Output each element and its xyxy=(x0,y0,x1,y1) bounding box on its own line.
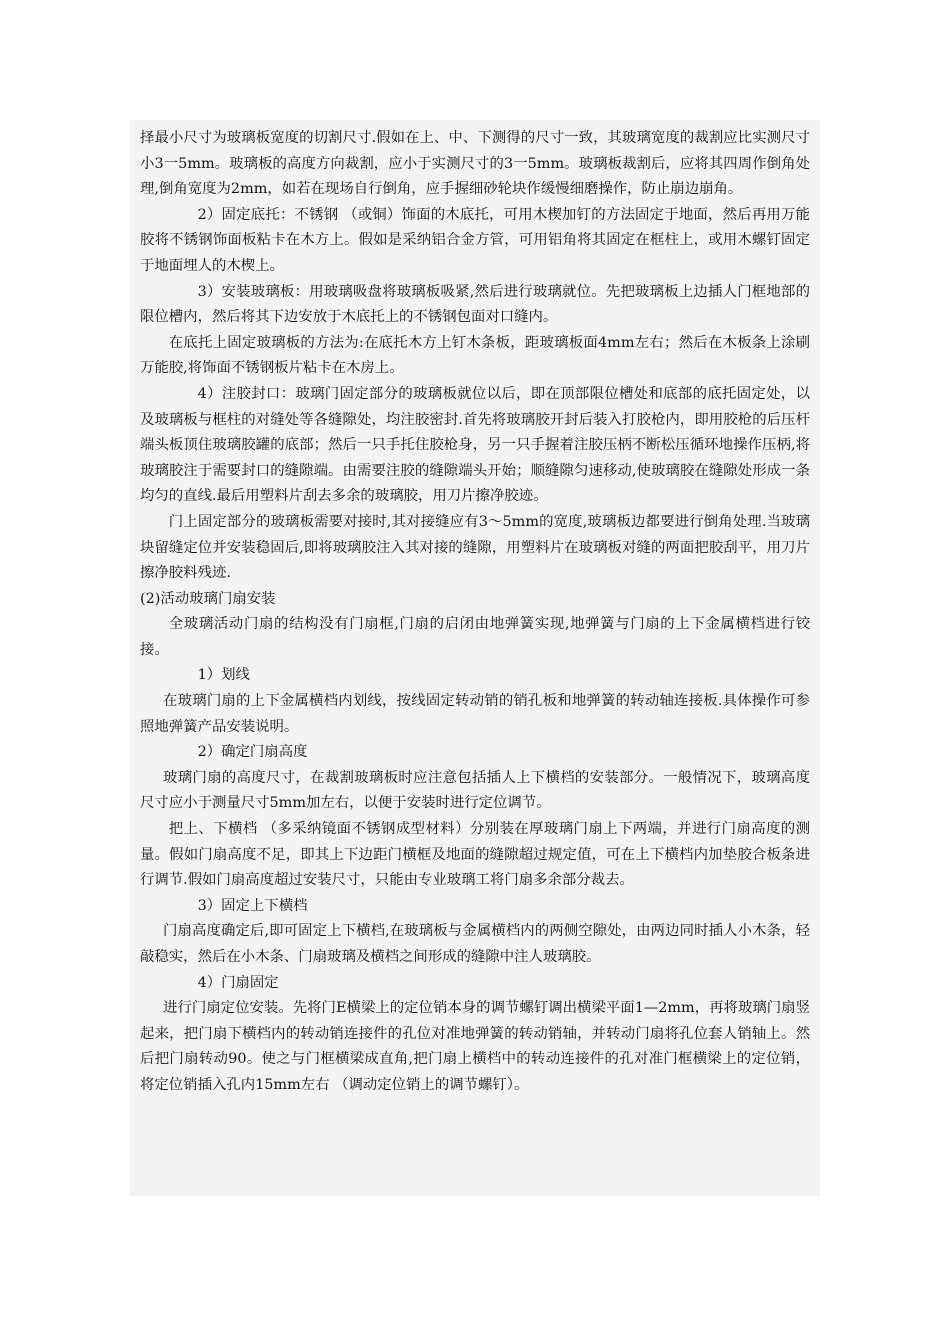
step-heading-marking: 1）划线 xyxy=(197,667,250,684)
paragraph-base-method: 在底托上固定玻璃板的方法为:在底托木方上钉木条板，距玻璃板面4mm左右；然后在木板条上涂刷万能胶,将饰面不锈钢板片粘卡在木房上。 xyxy=(140,334,810,377)
step-heading-height: 2）确定门扇高度 xyxy=(197,744,308,761)
paragraph-marking: 在玻璃门扇的上下金属横档内划线，按线固定转动销的销孔板和地弹簧的转动轴连接板.具体操作可参照地弹簧产品安装说明。 xyxy=(140,693,810,735)
paragraph-fix-leaf: 进行门扇定位安装。先将门E横梁上的定位销本身的调节螺钉调出横梁平面1—2mm，再将玻璃门扇竖起来，把门扇下横档内的转动销连接件的孔位对准地弹簧的转动销轴，并转动门扇将孔位套人销轴上。然后把门扇转动90。使之与门框横梁成直角,把门扇上横档中的转动连接件的孔对准门框横梁上的定位销，将定位销插入孔内15mm左右 （调动定位销上的调节螺钉）。 xyxy=(140,1000,810,1093)
step-heading-fix-rails: 3）固定上下横档 xyxy=(197,897,308,914)
paragraph-door-leaf-structure: 全玻璃活动门扇的结构没有门扇框,门扇的启闭由地弹簧实现,地弹簧与门扇的上下金属横档进行铰接。 xyxy=(140,616,810,658)
paragraph-install-glass: 3）安装玻璃板：用玻璃吸盘将玻璃板吸紧,然后进行玻璃就位。先把玻璃板上边插人门框地部的限位槽内，然后将其下边安放于木底托上的不锈钢包面对口缝内。 xyxy=(140,283,810,326)
paragraph-butt-joint: 门上固定部分的玻璃板需要对接时,其对接缝应有3～5mm的宽度,玻璃板边都要进行倒角处理.当玻璃块留缝定位并安装稳固后,即将玻璃胶注入其对接的缝隙，用塑料片在玻璃板对缝的两面把胶刮平，用刀片擦净胶料残迹. xyxy=(140,513,810,582)
paragraph-glass-cutting: 择最小尺寸为玻璃板宽度的切割尺寸.假如在上、中、下测得的尺寸一致，其玻璃宽度的裁割应比实测尺寸小3一5mm。玻璃板的高度方向裁割，应小于实测尺寸的3一5mm。玻璃板裁割后，应将其四周作倒角处理,倒角宽度为2mm，如若在现场自行倒角，应手握细砂轮块作缓慢细磨操作，防止崩边崩角。 xyxy=(140,130,810,198)
document-body xyxy=(140,126,810,1099)
document-page xyxy=(130,120,820,1196)
paragraph-fix-rails: 门扇高度确定后,即可固定上下横档,在玻璃板与金属横档内的两侧空隙处，由两边同时插人小木条，轻敲稳实，然后在小木条、门扇玻璃及横档之间形成的缝隙中注人玻璃胶。 xyxy=(140,923,810,965)
paragraph-seal-glue: 4）注胶封口：玻璃门固定部分的玻璃板就位以后，即在顶部限位槽处和底部的底托固定处，以及玻璃板与框柱的对缝处等各缝隙处，均注胶密封.首先将玻璃胶开封后装入打胶枪内，即用胶枪的后压杆端头板顶住玻璃胶罐的底部；然后一只手托住胶枪身，另一只手握着注胶压柄不断松压循环地操作压柄,将玻璃胶注于需要封口的缝隙端。由需要注胶的缝隙端头开始；顺缝隙匀速移动,使玻璃胶在缝隙处形成一条均匀的直线.最后用塑料片刮去多余的玻璃胶，用刀片擦净胶迹。 xyxy=(140,385,810,505)
step-heading-fix-leaf: 4）门扇固定 xyxy=(197,974,279,991)
paragraph-height-measure: 把上、下横档 （多采纳镜面不锈钢成型材料）分别装在厚玻璃门扇上下两端，并进行门扇高度的测量。假如门扇高度不足，即其上下边距门横框及地面的缝隙超过规定值，可在上下横档内加垫胶合板条进行调节.假如门扇高度超过安装尺寸，只能由专业玻璃工将门扇多余部分裁去。 xyxy=(140,821,810,889)
paragraph-height-size: 玻璃门扇的高度尺寸，在裁割玻璃板时应注意包括插人上下横档的安装部分。一般情况下，玻璃高度尺寸应小于测量尺寸5mm加左右，以便于安装时进行定位调节。 xyxy=(140,769,810,812)
paragraph-fix-base: 2）固定底托：不锈钢 （或铜）饰面的木底托，可用木楔加钉的方法固定于地面，然后再用万能胶将不锈钢饰面板粘卡在木方上。假如是采纳铝合金方管，可用铝角将其固定在框柱上，或用木螺钉固定于地面埋人的木楔上。 xyxy=(140,206,810,274)
section-heading-door-leaf: (2)活动玻璃门扇安装 xyxy=(140,590,276,607)
